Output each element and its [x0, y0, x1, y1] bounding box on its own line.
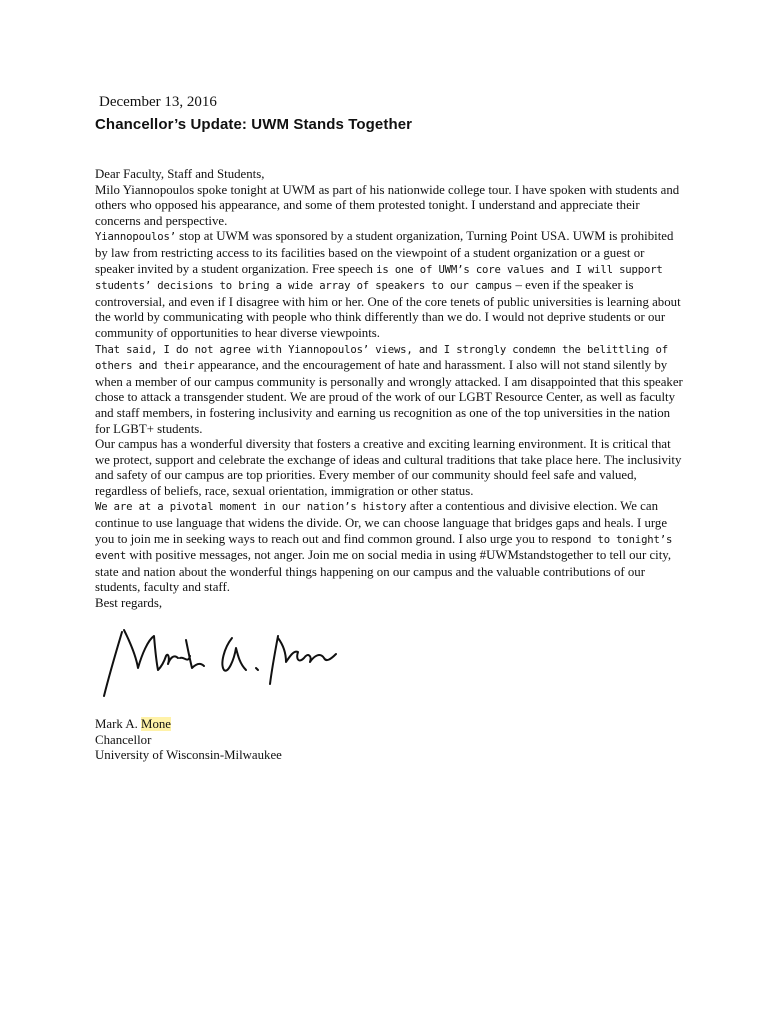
- paragraph-2-part-d: – even if the speaker is controversial, and even if I disagree with him or her. One of the core tenets of public universities is learning about the world by communicating with people who think differently than we do. I would not deprive students or our community of opportunities to hear diverse viewpoints.: [95, 278, 681, 340]
- paragraph-5: [95, 499, 685, 596]
- letter-title: Chancellor’s Update: UWM Stands Together: [95, 116, 413, 133]
- salutation: Dear Faculty, Staff and Students,: [95, 167, 265, 181]
- signature-image: [100, 612, 345, 702]
- signature-stroke-ark: [180, 640, 204, 668]
- paragraph-3-part-a: That said, I do not agree with Yiannopoulos’ views, and I strongly condemn the belittling of others and their: [95, 343, 668, 373]
- paragraph-4: Our campus has a wonderful diversity that fosters a creative and exciting learning environment. It is critical that we protect, support and celebrate the exchange of ideas and cultural traditions that take place here. The inclusivity and safety of our campus are top priorities. Every member of our community should feel safe and valued, regardless of beliefs, race, sexual orientation, immigration or other status.: [95, 437, 682, 498]
- paragraph-2-part-c: is one of UWM’s core values and I will support students’ decisions to bring a wide array of speakers to our campus: [95, 263, 663, 293]
- paragraph-5-part-b: after a contentious and divisive election. We can continue to use language that widens the divide. Or, we can choose language that bridges gaps and heals. I urge you to join me in seeking ways to reach out and find common ground. I also urge you to res: [95, 499, 668, 546]
- paragraph-2-part-a: Yiannopoulos’: [95, 231, 176, 244]
- signature-block: [95, 717, 282, 764]
- signature-stroke-m: [104, 630, 178, 696]
- paragraph-3-part-b: appearance, and the encouragement of hate and harassment. I also will not stand silently by when a member of our campus community is personally and wrongly attacked. I am disappointed that this speaker chose to attack a transgender student. We are proud of the work of our LGBT Resource Center, as well as faculty and staff members, in fostering inclusivity and earning us recognition as one of the top universities in the nation for LGBT+ students.: [95, 358, 683, 436]
- letter-date: December 13, 2016: [99, 94, 217, 110]
- signature-stroke-a: [222, 638, 246, 671]
- signature-stroke-dot: [256, 668, 258, 670]
- signer-org: University of Wisconsin-Milwaukee: [95, 748, 282, 763]
- letter-body: [95, 167, 685, 612]
- paragraph-5-part-c: pond to tonight’s event: [95, 533, 673, 563]
- paragraph-2: [95, 229, 685, 341]
- paragraph-5-part-a: We are at a pivotal moment in our nation’s history: [95, 501, 407, 514]
- signer-last-name: Mone: [141, 717, 171, 731]
- paragraph-1: Milo Yiannopoulos spoke tonight at UWM as part of his nationwide college tour. I have spoken with students and others who opposed his appearance, and some of them protested tonight. I understand and appreciate their concerns and perspective.: [95, 182, 680, 228]
- paragraph-3: [95, 342, 685, 438]
- paragraph-5-part-d: with positive messages, not anger. Join me on social media in using #UWMstandstogether to tell our city, state and nation about the wonderful things happening on our campus and the valuable contributions of our students, faculty and staff.: [95, 548, 672, 595]
- signer-first-name: Mark A.: [95, 717, 142, 731]
- closing: Best regards,: [95, 596, 163, 611]
- signer-title: Chancellor: [95, 732, 152, 747]
- signer-name: [95, 717, 282, 733]
- paragraph-2-part-b: stop at UWM was sponsored by a student organization, Turning Point USA. UWM is prohibited by law from restricting access to its facilities based on the viewpoint of a student organization or a guest or speaker invited by a student organization. Free speech: [95, 229, 674, 276]
- signature-stroke-mone: [270, 636, 336, 684]
